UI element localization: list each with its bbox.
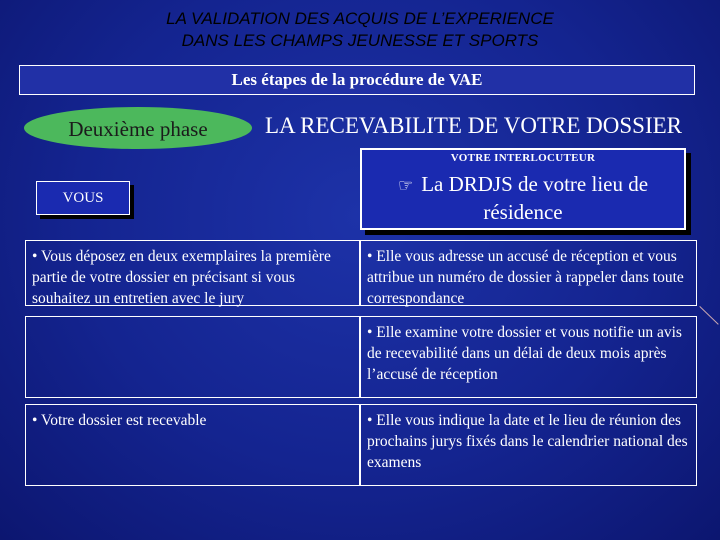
drdjs-step-3: • Elle vous indique la date et le lieu de réunion des prochains jurys fixés dans le calendrier national des examens xyxy=(360,404,697,486)
interlocutor-line2: résidence xyxy=(483,200,563,224)
vous-label-box: VOUS xyxy=(36,181,130,215)
procedure-banner: Les étapes de la procédure de VAE xyxy=(19,65,695,95)
decorative-line xyxy=(699,306,718,325)
slide-title-line1: LA VALIDATION DES ACQUIS DE L’EXPERIENCE xyxy=(166,9,554,28)
interlocutor-box xyxy=(360,148,686,230)
drdjs-step-2: • Elle examine votre dossier et vous notifie un avis de recevabilité dans un délai de deux mois après l’accusé de réception xyxy=(360,316,697,398)
slide-title xyxy=(0,8,720,52)
interlocutor-text-1: La DRDJS de votre lieu de xyxy=(421,172,649,196)
phase-badge: Deuxième phase xyxy=(24,107,252,149)
phase-heading: LA RECEVABILITE DE VOTRE DOSSIER xyxy=(265,113,682,138)
drdjs-step-1: • Elle vous adresse un accusé de réception et vous attribue un numéro de dossier à rappeler dans toute correspondance xyxy=(360,240,697,306)
interlocutor-line1 xyxy=(362,172,684,197)
pointing-hand-icon: ☞ xyxy=(397,176,414,195)
interlocutor-label: VOTRE INTERLOCUTEUR xyxy=(450,152,596,164)
slide-title-line2: DANS LES CHAMPS JEUNESSE ET SPORTS xyxy=(181,31,539,50)
vous-step-3: • Votre dossier est recevable xyxy=(25,404,360,486)
vous-step-1: • Vous déposez en deux exemplaires la première partie de votre dossier en précisant si vous souhaitez un entretien avec le jury xyxy=(25,240,360,306)
vous-step-2 xyxy=(25,316,360,398)
